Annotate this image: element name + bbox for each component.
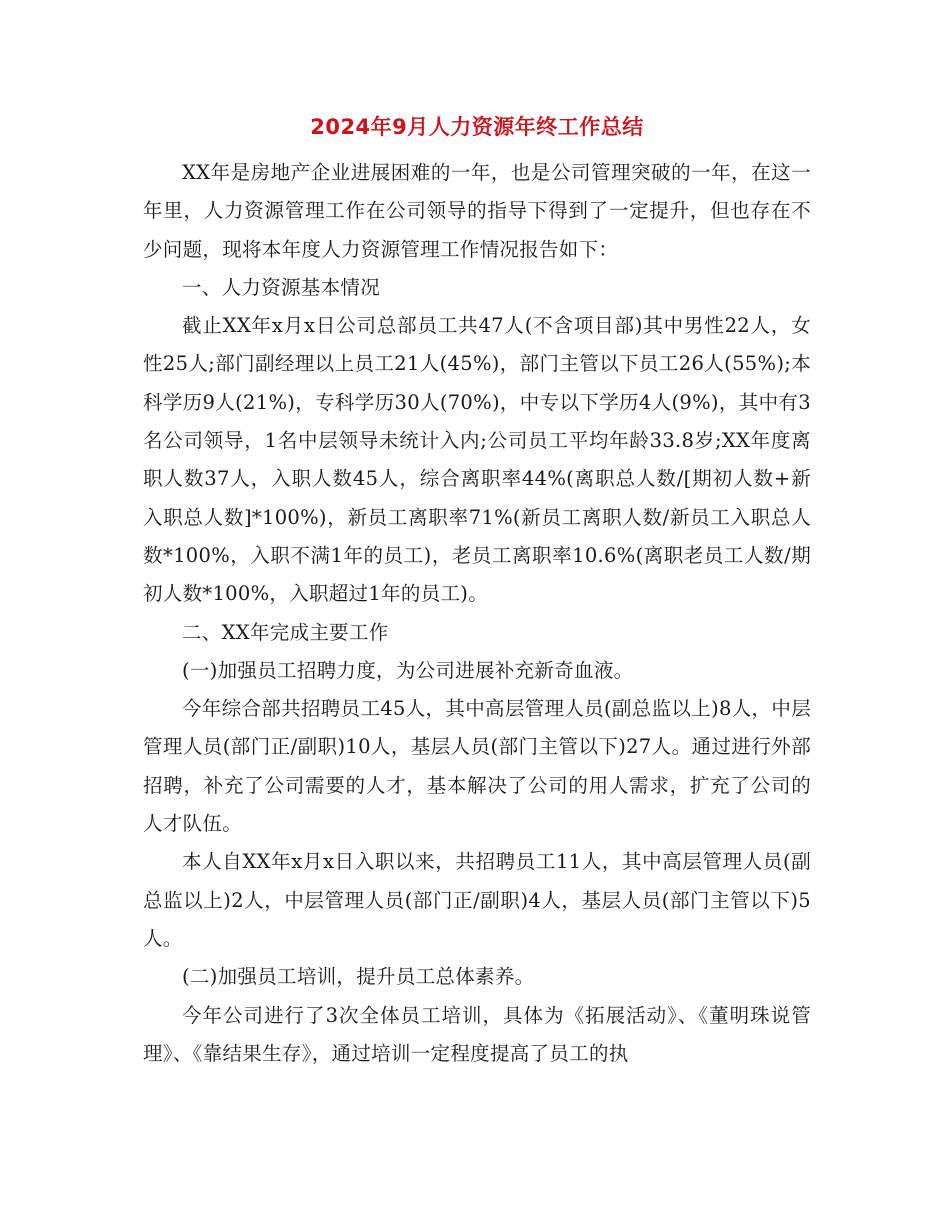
paragraph-recruitment-dept: 今年综合部共招聘员工45人，其中高层管理人员(副总监以上)8人，中层管理人员(部门正/副职)10人，基层人员(部门主管以下)27人。通过进行外部招聘，补充了公司需要的人才，基本解决了公司的用人需求，扩充了公司的人才队伍。	[143, 697, 811, 836]
subsection-heading-recruitment: (一)加强员工招聘力度，为公司进展补充新奇血液。	[182, 658, 634, 682]
section-heading-basic-info: 一、人力资源基本情况	[182, 275, 381, 299]
paragraph-basic-info: 截止XX年x月x日公司总部员工共47人(不含项目部)其中男性22人，女性25人;部门副经理以上员工21人(45%)，部门主管以下员工26人(55%);本科学历9人(21%)，专科学历30人(70%)，中专以下学历4人(9%)，其中有3名公司领导，1名中层领导未统计入内;公司员工平均年龄33.8岁;XX年度离职人数37人，入职人数45人，综合离职率44%(离职总人数/[期初人数+新入职总人数]*100%)，新员工离职率71%(新员工离职人数/新员工入职总人数*100%，入职不满1年的员工)，老员工离职率10.6%(离职老员工人数/期初人数*100%，入职超过1年的员工)。	[143, 314, 811, 606]
section-heading-main-work: 二、XX年完成主要工作	[182, 620, 389, 644]
document-page	[143, 108, 811, 1073]
paragraph-recruitment-personal: 本人自XX年x月x日入职以来，共招聘员工11人，其中高层管理人员(副总监以上)2人，中层管理人员(部门正/副职)4人，基层人员(部门主管以下)5人。	[143, 850, 811, 950]
paragraph-training: 今年公司进行了3次全体员工培训，具体为《拓展活动》、《董明珠说管理》、《靠结果生存》，通过培训一定程度提高了员工的执	[143, 1003, 811, 1065]
document-title: 2024年9月人力资源年终工作总结	[310, 115, 644, 139]
subsection-heading-training: (二)加强员工培训，提升员工总体素养。	[182, 965, 535, 989]
paragraph-intro: XX年是房地产企业进展困难的一年，也是公司管理突破的一年，在这一年里，人力资源管理工作在公司领导的指导下得到了一定提升，但也存在不少问题，现将本年度人力资源管理工作情况报告如下：	[143, 161, 811, 261]
